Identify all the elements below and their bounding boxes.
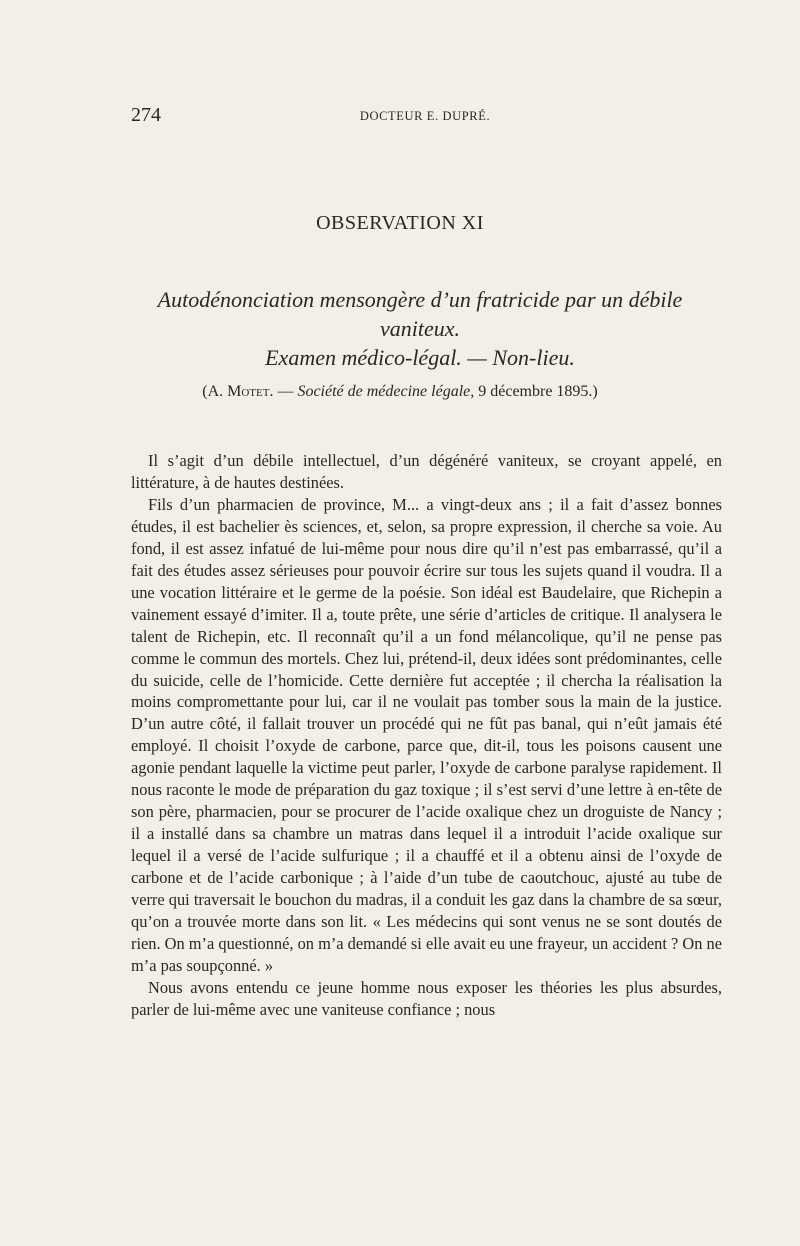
title-line-1: Autodénonciation mensongère d’un fratricide par un débile: [157, 287, 683, 312]
paragraph: Il s’agit d’un débile intellectuel, d’un dégénéré vaniteux, se croyant appelé, en littérature, à de hautes destinées.: [131, 451, 722, 492]
citation-separator: . —: [269, 383, 298, 400]
citation-journal: Société de médecine légale,: [297, 383, 475, 400]
title-line-3: Examen médico-légal. — Non-lieu.: [265, 345, 575, 370]
citation: [0, 383, 800, 401]
citation-open: (: [202, 383, 208, 400]
title-line-2: vaniteux.: [379, 316, 461, 341]
running-title: DOCTEUR E. DUPRÉ.: [359, 109, 491, 123]
observation-title: [120, 285, 720, 372]
observation-heading: OBSERVATION XI: [316, 212, 484, 234]
body-text: [131, 450, 722, 1021]
citation-date: 9 décembre 1895.): [474, 383, 598, 400]
citation-author: A. Motet: [207, 383, 270, 400]
paragraph: Fils d’un pharmacien de province, M... a vingt-deux ans ; il a fait d’assez bonnes études, il est bachelier ès sciences, et, selon, sa propre expression, il cherche sa voie. Au fond, il est assez infatué de lui-même pour nous dire qu’il n’est pas embarrassé, qu’il a fait des études assez sérieuses pour pouvoir écrire sur tous les sujets quand il voudra. Il a une vocation littéraire et le germe de la poésie. Son idéal est Baudelaire, que Richepin a vainement essayé d’imiter. Il a, toute prête, une série d’articles de critique. Il analysera le talent de Richepin, etc. Il reconnaît qu’il a un fond mélancolique, qu’il ne pense pas comme le commun des mortels. Chez lui, prétend-il, deux idées sont prédominantes, celle du suicide, celle de l’homicide. Cette dernière fut acceptée ; il chercha la réalisation la moins compromettante pour lui, car il ne voulait pas tomber sous la main de la justice. D’un autre côté, il fallait trouver un procédé qui ne fût pas banal, qui n’eût jamais été employé. Il choisit l’oxyde de carbone, parce que, dit-il, tous les poisons causent une agonie pendant laquelle la victime peut parler, l’oxyde de carbone paralyse rapidement. Il nous raconte le mode de préparation du gaz toxique ; il s’est servi d’une lettre à en-tête de son père, pharmacien, pour se procurer de l’acide oxalique chez un droguiste de Nancy ; il a installé dans sa chambre un matras dans lequel il a introduit l’acide oxalique sur lequel il a versé de l’acide sulfurique ; il a chauffé et il a obtenu ainsi de l’oxyde de carbone et de l’acide carbonique ; à l’aide d’un tube de caoutchouc, ajusté au tube de verre qui traversait le bouchon du madras, il a conduit les gaz dans la chambre de sa sœur, qu’on a trouvée morte dans son lit. « Les médecins qui sont venus ne se sont doutés de rien. On m’a questionné, on m’a demandé si elle avait eu une frayeur, un accident ? On ne m’a pas soupçonné. »: [131, 494, 722, 975]
page-number: 274: [131, 104, 161, 126]
paragraph: Nous avons entendu ce jeune homme nous exposer les théories les plus absurdes, parler de lui-même avec une vaniteuse confiance ; nous: [131, 977, 722, 1019]
running-head: [128, 104, 722, 128]
